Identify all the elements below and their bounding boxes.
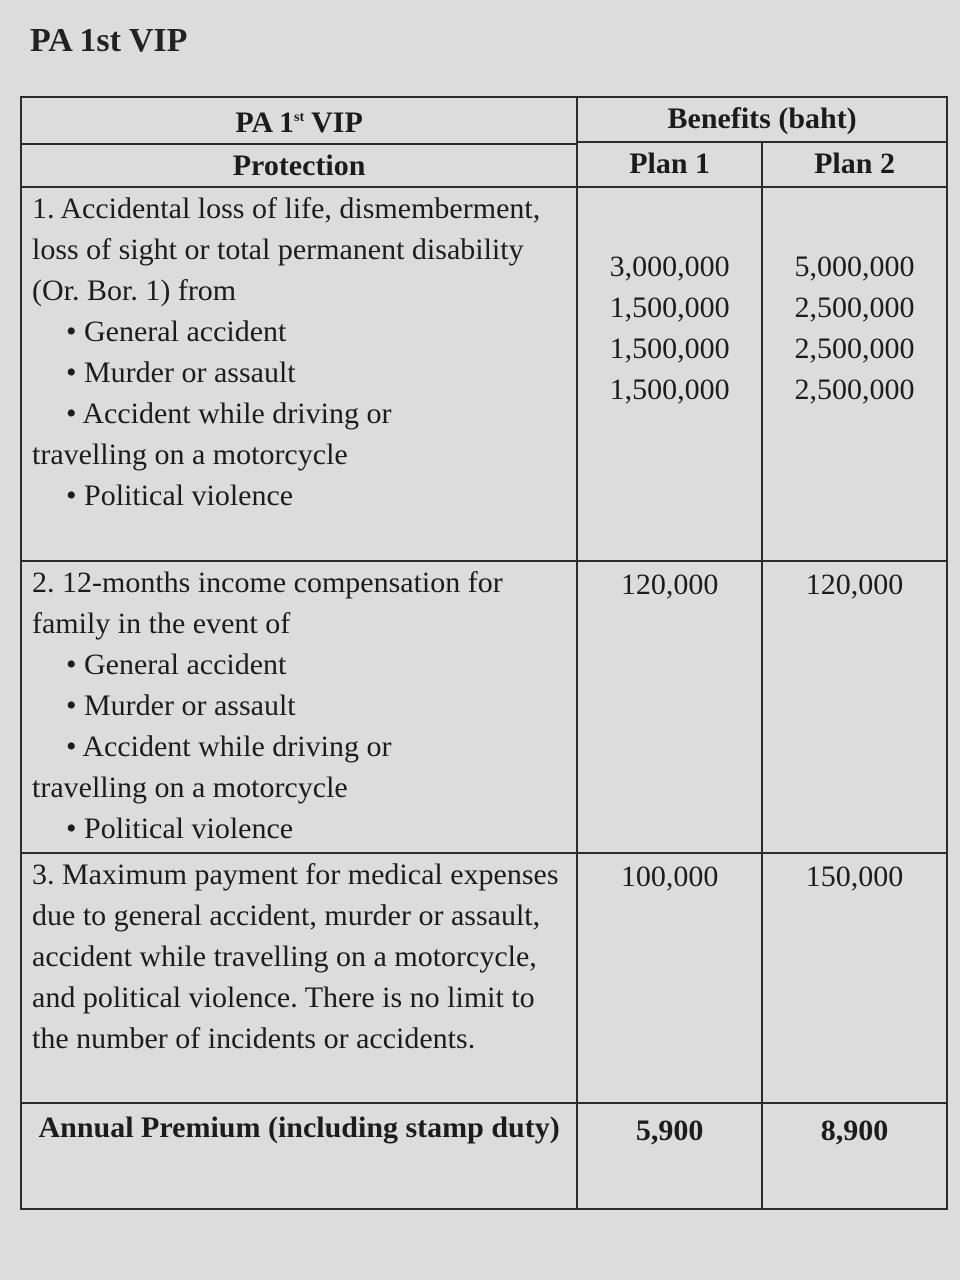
bullet-continuation: travelling on a motorcycle <box>32 438 348 471</box>
document-title: PA 1st VIP <box>30 22 188 59</box>
bullet-item: • Murder or assault <box>66 356 296 389</box>
bullet-item: • Accident while driving or <box>66 730 392 763</box>
plan-name-header <box>22 98 576 143</box>
plan-name-sup: st <box>294 110 305 125</box>
premium-plan2: 8,900 <box>762 1103 947 1209</box>
row-description: 3. Maximum payment for medical expenses due to general accident, murder or assault, accident while travelling on a motorcycle, and political violence. There is no limit to the number of incidents or accidents. <box>32 858 559 1055</box>
bullet-item: • Political violence <box>66 479 294 512</box>
protection-cell <box>21 561 577 853</box>
plan2-value: 2,500,000 <box>794 373 915 406</box>
plan2-value: 150,000 <box>805 860 904 893</box>
bullet-continuation: travelling on a motorcycle <box>32 771 348 804</box>
plan1-value-cell <box>577 187 762 561</box>
bullet-item: • General accident <box>66 315 287 348</box>
bullet-item: • Murder or assault <box>66 689 296 722</box>
benefits-table <box>20 96 948 1210</box>
row-description: 2. 12-months income compensation for family in the event of <box>32 566 503 640</box>
table-row <box>21 853 947 1103</box>
plan1-value: 3,000,000 <box>609 250 730 283</box>
header-row-1 <box>21 97 947 142</box>
plan1-value: 1,500,000 <box>609 291 730 324</box>
plan2-header: Plan 2 <box>762 142 947 187</box>
table-row <box>21 187 947 561</box>
plan1-value: 1,500,000 <box>609 373 730 406</box>
protection-header: Protection <box>22 143 576 186</box>
premium-label: Annual Premium (including stamp duty) <box>21 1103 577 1209</box>
plan2-value-cell <box>762 853 947 1103</box>
plan1-header: Plan 1 <box>577 142 762 187</box>
plan-name-suffix: VIP <box>304 106 363 139</box>
header-protection-cell <box>21 97 577 187</box>
bullet-item: • General accident <box>66 648 287 681</box>
plan1-value: 120,000 <box>620 568 719 601</box>
plan2-value: 5,000,000 <box>794 250 915 283</box>
bullet-item: • Political violence <box>66 812 294 845</box>
plan2-value-cell <box>762 187 947 561</box>
plan1-value: 100,000 <box>620 860 719 893</box>
protection-cell <box>21 187 577 561</box>
plan2-value: 2,500,000 <box>794 332 915 365</box>
plan1-value-cell <box>577 561 762 853</box>
plan1-value-cell <box>577 853 762 1103</box>
plan2-value: 2,500,000 <box>794 291 915 324</box>
table-row <box>21 561 947 853</box>
benefits-header: Benefits (baht) <box>577 97 947 142</box>
premium-plan1: 5,900 <box>577 1103 762 1209</box>
plan-name-prefix: PA 1 <box>235 106 295 139</box>
plan2-value: 120,000 <box>805 568 904 601</box>
plan2-value-cell <box>762 561 947 853</box>
bullet-item: • Accident while driving or <box>66 397 392 430</box>
premium-row <box>21 1103 947 1209</box>
protection-cell <box>21 853 577 1103</box>
row-description: 1. Accidental loss of life, dismemberment, loss of sight or total permanent disability (Or. Bor. 1) from <box>32 192 541 307</box>
plan1-value: 1,500,000 <box>609 332 730 365</box>
